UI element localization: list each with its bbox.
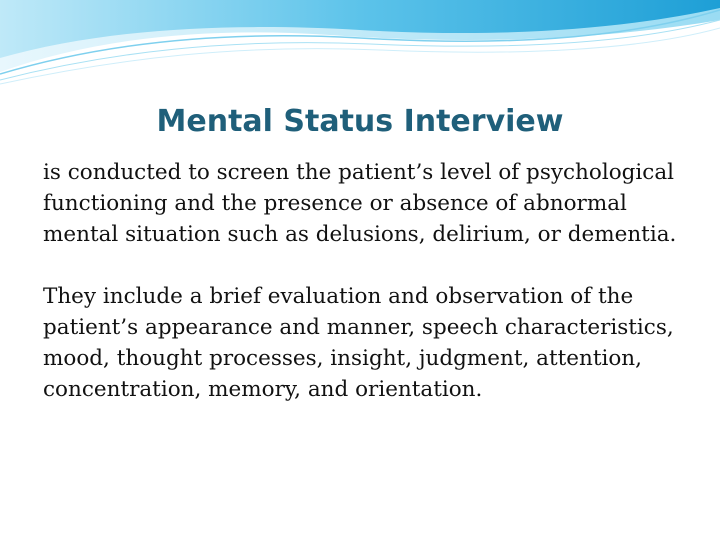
- slide-body: [43, 157, 683, 405]
- paragraph-components: They include a brief evaluation and observation of the patient’s appearance and manner, speech characteristics, mood, thought processes, insight, judgment, attention, concentration, memory, and orientation.: [43, 284, 674, 402]
- slide-title: Mental Status Interview: [156, 104, 564, 139]
- paragraph-definition: is conducted to screen the patient’s level of psychological functioning and the presence or absence of abnormal mental situation such as delusions, delirium, or dementia.: [43, 160, 677, 247]
- decorative-wave-header: [0, 0, 720, 90]
